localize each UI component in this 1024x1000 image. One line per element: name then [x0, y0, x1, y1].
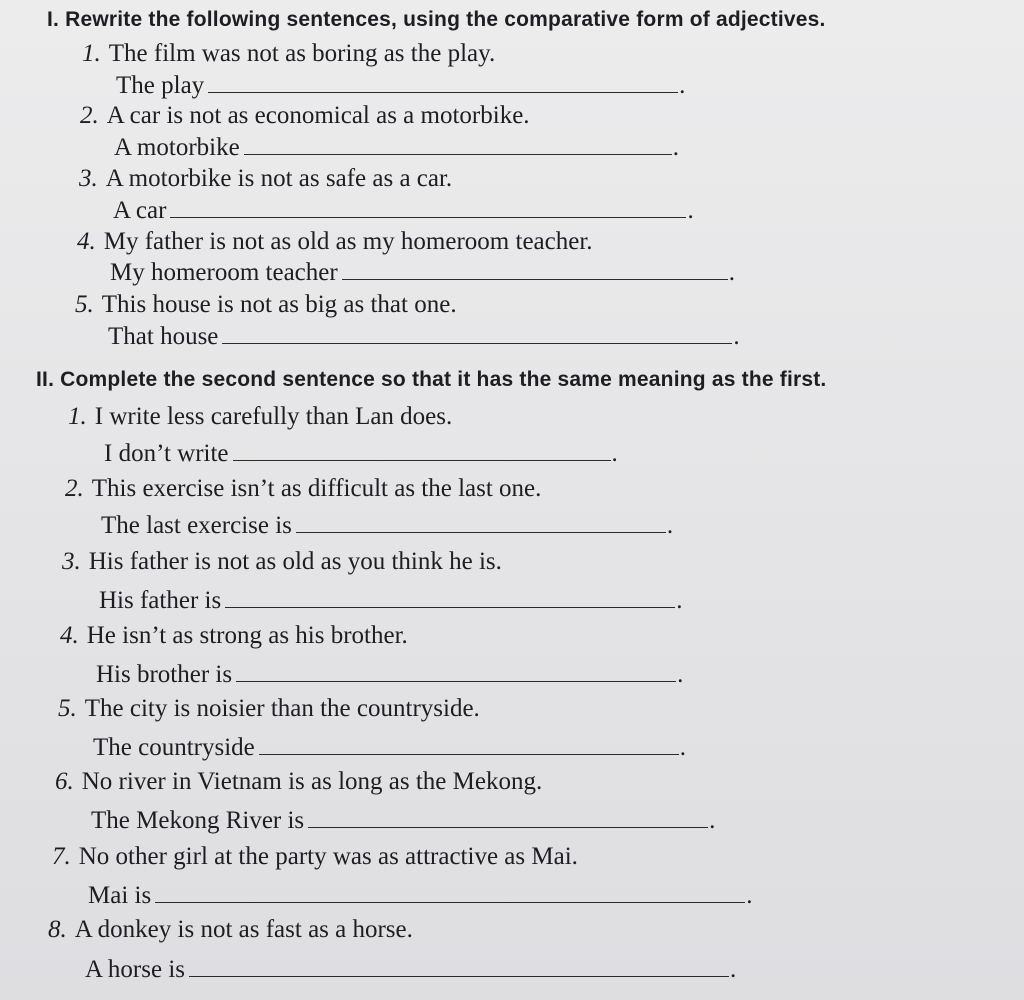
s1-q1-period: . — [679, 72, 686, 99]
s1-q5-stem: That house — [108, 323, 219, 350]
s2-q4-blank[interactable] — [236, 663, 676, 682]
s1-q4-sentence — [77, 227, 593, 257]
s2-q2-answer-line — [101, 511, 673, 541]
s2-q4-stem: His brother is — [96, 661, 233, 688]
s1-q2-number: 2. — [80, 102, 99, 129]
s2-q2-stem: The last exercise is — [101, 512, 292, 539]
s2-q1-stem: I don’t write — [104, 440, 229, 467]
s1-q1-text: The film was not as boring as the play. — [108, 40, 496, 67]
section-1-heading: I. Rewrite the following sentences, using the comparative form of adjectives. — [47, 8, 826, 31]
s2-q7-sentence — [52, 842, 578, 872]
s2-q6-number: 6. — [55, 768, 74, 795]
s1-q4-text: My father is not as old as my homeroom teacher. — [103, 228, 593, 255]
s1-q4-period: . — [728, 259, 735, 286]
s2-q1-text: I write less carefully than Lan does. — [94, 403, 453, 430]
s2-q7-number: 7. — [52, 843, 71, 870]
s2-q6-period: . — [709, 807, 716, 834]
s2-q4-answer-line — [96, 660, 683, 690]
s2-q3-number: 3. — [62, 548, 81, 575]
s1-q1-stem: The play — [116, 72, 205, 99]
s2-q4-number: 4. — [60, 622, 79, 649]
s2-q8-period: . — [730, 956, 737, 983]
s1-q3-sentence — [79, 164, 452, 194]
s2-q7-period: . — [746, 882, 753, 909]
s1-q4-stem: My homeroom teacher — [110, 259, 338, 286]
s1-q4-blank[interactable] — [342, 261, 728, 280]
s2-q1-blank[interactable] — [233, 442, 611, 461]
s1-q5-period: . — [733, 323, 740, 350]
s1-q5-sentence — [75, 290, 457, 320]
s1-q5-text: This house is not as big as that one. — [101, 291, 457, 318]
s1-q4-answer-line — [110, 258, 735, 288]
s2-q5-period: . — [679, 734, 687, 761]
s1-q5-answer-line — [108, 322, 740, 352]
s2-q4-text: He isn’t as strong as his brother. — [86, 622, 408, 649]
s1-q4-number: 4. — [77, 228, 96, 255]
s2-q8-text: A donkey is not as fast as a horse. — [74, 916, 413, 943]
section-2-heading: II. Complete the second sentence so that it has the same meaning as the first. — [36, 368, 827, 391]
s2-q2-text: This exercise isn’t as difficult as the last one. — [91, 475, 542, 502]
s2-q5-number: 5. — [58, 695, 77, 722]
s1-q2-answer-line — [114, 133, 679, 163]
s2-q6-text: No river in Vietnam is as long as the Mekong. — [81, 768, 543, 795]
s1-q2-text: A car is not as economical as a motorbike. — [106, 102, 530, 129]
s2-q8-answer-line — [85, 955, 736, 985]
s2-q1-number: 1. — [68, 403, 87, 430]
s1-q3-blank[interactable] — [170, 199, 686, 218]
s2-q3-sentence — [62, 547, 502, 577]
s2-q2-number: 2. — [65, 475, 84, 502]
s2-q6-blank[interactable] — [308, 809, 708, 828]
s2-q7-stem: Mai is — [88, 882, 152, 909]
s2-q2-blank[interactable] — [296, 514, 666, 533]
s2-q5-sentence — [58, 694, 480, 724]
s1-q5-blank[interactable] — [222, 325, 732, 344]
s2-q3-answer-line — [99, 586, 682, 616]
s2-q2-sentence — [65, 474, 541, 504]
s2-q3-period: . — [676, 587, 683, 614]
s2-q5-answer-line — [93, 733, 686, 763]
s1-q5-number: 5. — [75, 291, 94, 318]
s2-q4-period: . — [677, 661, 684, 688]
s1-q1-number: 1. — [82, 40, 101, 67]
s2-q6-stem: The Mekong River is — [91, 807, 305, 834]
s1-q2-blank[interactable] — [244, 136, 672, 155]
s2-q3-text: His father is not as old as you think he is. — [88, 548, 502, 575]
s2-q5-blank[interactable] — [259, 736, 679, 755]
s1-q3-answer-line — [113, 196, 694, 226]
s1-q3-text: A motorbike is not as safe as a car. — [105, 165, 453, 192]
s2-q1-period: . — [611, 440, 618, 467]
s2-q7-answer-line — [88, 881, 752, 911]
s1-q1-sentence — [82, 39, 495, 69]
s1-q1-blank[interactable] — [208, 74, 678, 93]
s2-q4-sentence — [60, 621, 408, 651]
s2-q6-sentence — [55, 767, 542, 797]
s2-q5-stem: The countryside — [93, 734, 255, 761]
s2-q8-blank[interactable] — [189, 958, 729, 977]
s1-q1-answer-line — [116, 71, 685, 101]
s1-q3-period: . — [687, 197, 694, 224]
s2-q1-sentence — [68, 402, 452, 432]
s2-q5-text: The city is noisier than the countryside. — [84, 695, 480, 722]
s2-q1-answer-line — [104, 439, 618, 469]
s1-q2-stem: A motorbike — [114, 134, 240, 161]
s2-q8-stem: A horse is — [85, 956, 185, 983]
s2-q7-text: No other girl at the party was as attractive as Mai. — [78, 843, 578, 870]
s2-q2-period: . — [666, 512, 674, 539]
s2-q3-stem: His father is — [99, 587, 222, 614]
s1-q2-period: . — [672, 134, 679, 161]
s2-q7-blank[interactable] — [155, 884, 745, 903]
s2-q6-answer-line — [91, 806, 715, 836]
s2-q8-sentence — [48, 915, 413, 945]
s2-q3-blank[interactable] — [225, 589, 675, 608]
s2-q8-number: 8. — [48, 916, 67, 943]
s1-q3-stem: A car — [113, 197, 167, 224]
s1-q3-number: 3. — [79, 165, 98, 192]
s1-q2-sentence — [80, 101, 530, 131]
